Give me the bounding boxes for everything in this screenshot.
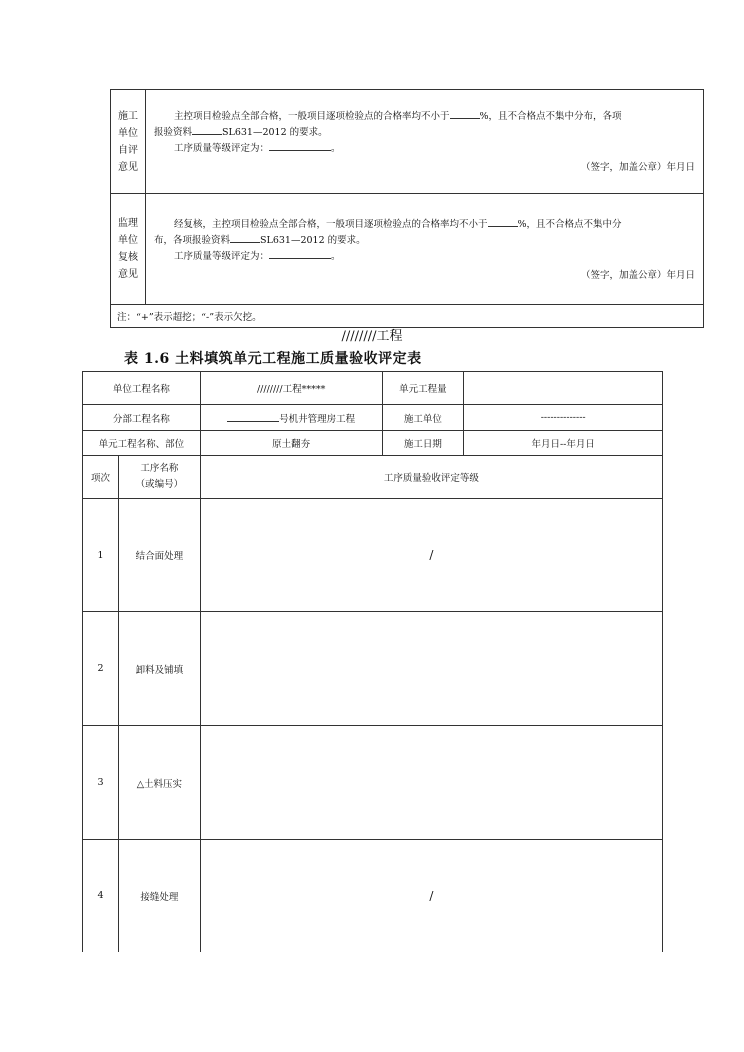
unit-quantity-value — [464, 372, 663, 405]
opinion-table — [110, 89, 704, 328]
col-process-header: 工序名称 （或编号） — [118, 456, 200, 499]
self-eval-label: 施工 单位 自评 意见 — [111, 90, 146, 194]
project-name: ////////工程 — [341, 329, 403, 344]
col-item-header: 项次 — [83, 456, 119, 499]
supervision-body: 经复核，主控项目检验点全部合格，一般项目逐项检验点的合格率均不小于 %，且不合格点不集中分 布，各项报验资料 SL631—2012 的要求。 工序质量等级评定为： 。 （签字，加盖公章）年月日 — [146, 194, 704, 305]
self-eval-body: 主控项目检验点全部合格，一般项目逐项检验点的合格率均不小于 %，且不合格点不集中分布，各项 报验资料 SL631—2012 的要求。 工序质量等级评定为： 。 （签字，加盖公章）年月日 — [146, 90, 704, 194]
table-row — [83, 726, 663, 840]
col-grade-header: 工序质量验收评定等级 — [200, 456, 662, 499]
supervision-label: 监理 单位 复核 意见 — [111, 194, 146, 305]
division-name-label: 分部工程名称 — [83, 405, 201, 431]
row-process-name: 结合面处理 — [118, 499, 200, 612]
page-title: 表 1.6 土料填筑单元工程施工质量验收评定表 — [124, 351, 422, 367]
contractor-label: 施工单位 — [382, 405, 464, 431]
row-grade — [200, 612, 662, 726]
row-number: 1 — [83, 499, 119, 612]
supervision-signature: （签字，加盖公章）年月日 — [580, 269, 695, 281]
unit-project-name-label: 单位工程名称 — [83, 372, 201, 405]
contractor-value: -------------- — [464, 405, 663, 431]
unit-quantity-label: 单元工程量 — [382, 372, 464, 405]
acceptance-table — [82, 371, 663, 952]
table-row — [83, 612, 663, 726]
division-name-value: 号机井管理房工程 — [200, 405, 382, 431]
row-number: 2 — [83, 612, 119, 726]
note: 注：“+”表示超挖；“-”表示欠挖。 — [111, 305, 704, 328]
row-process-name: 接缝处理 — [118, 840, 200, 952]
row-grade — [200, 726, 662, 840]
unit-name-label: 单元工程名称、部位 — [83, 431, 201, 456]
row-grade: / — [200, 499, 662, 612]
row-process-name: 卸料及铺填 — [118, 612, 200, 726]
table-row — [83, 840, 663, 952]
unit-name-value: 原土翻夯 — [200, 431, 382, 456]
row-grade: / — [200, 840, 662, 952]
row-number: 4 — [83, 840, 119, 952]
date-value: 年月日--年月日 — [464, 431, 663, 456]
date-label: 施工日期 — [382, 431, 464, 456]
table-row — [83, 499, 663, 612]
unit-project-name-value: ////////工程***** — [200, 372, 382, 405]
row-process-name: △土料压实 — [118, 726, 200, 840]
self-eval-signature: （签字，加盖公章）年月日 — [580, 162, 695, 173]
row-number: 3 — [83, 726, 119, 840]
